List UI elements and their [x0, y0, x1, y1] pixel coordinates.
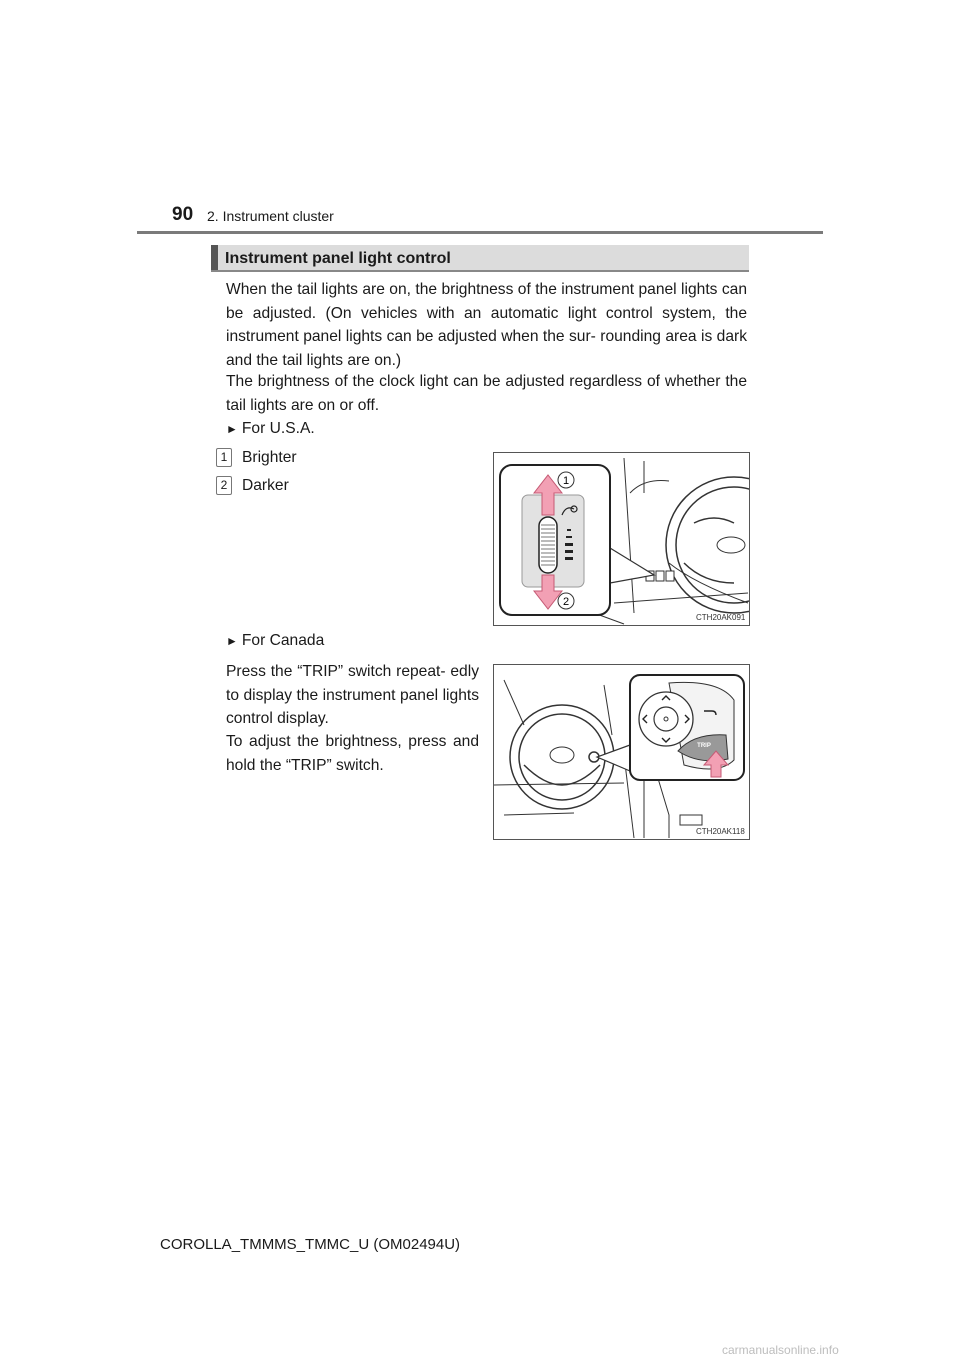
- intro-paragraph: When the tail lights are on, the brightness of the instrument panel lights can be adjusted. (On vehicles with an automatic light control system, the instrument panel lights can be adjusted when the sur- rounding area is dark and the tail lights are on.): [226, 281, 747, 369]
- canada-paragraph-2: To adjust the brightness, press and hold the “TRIP” switch.: [226, 733, 479, 774]
- callout-2: 2: [562, 596, 570, 608]
- page-number: 90: [172, 204, 194, 225]
- usa-heading-label: For U.S.A.: [241, 420, 315, 437]
- header-divider: [137, 231, 823, 234]
- callout-1: 1: [562, 475, 570, 487]
- triangle-bullet-icon: ►: [226, 634, 238, 648]
- list-item: [216, 448, 297, 468]
- canada-heading: [226, 632, 324, 650]
- watermark: carmanualsonline.info: [722, 1343, 839, 1357]
- figure-code: CTH20AK091: [696, 613, 746, 622]
- canada-heading-label: For Canada: [241, 632, 325, 649]
- triangle-bullet-icon: ►: [226, 422, 238, 436]
- canada-paragraph-1: Press the “TRIP” switch repeat- edly to display the instrument panel lights control display.: [226, 663, 479, 727]
- usa-heading: [226, 420, 315, 438]
- trip-switch-label: TRIP: [697, 743, 711, 749]
- figure-code: CTH20AK118: [696, 827, 745, 836]
- section-heading: Instrument panel light control: [211, 245, 749, 272]
- clock-light-paragraph: The brightness of the clock light can be adjusted regardless of whether the tail lights are on or off.: [226, 373, 747, 414]
- list-item: [216, 476, 289, 496]
- usa-dimmer-figure: [493, 452, 750, 626]
- item-label: Darker: [242, 477, 289, 494]
- number-badge: 1: [216, 448, 232, 467]
- number-badge: 2: [216, 476, 232, 495]
- item-label: Brighter: [242, 449, 297, 466]
- canada-trip-figure: [493, 664, 750, 840]
- chapter-title: 2. Instrument cluster: [207, 208, 334, 224]
- document-id: COROLLA_TMMMS_TMMC_U (OM02494U): [160, 1236, 461, 1253]
